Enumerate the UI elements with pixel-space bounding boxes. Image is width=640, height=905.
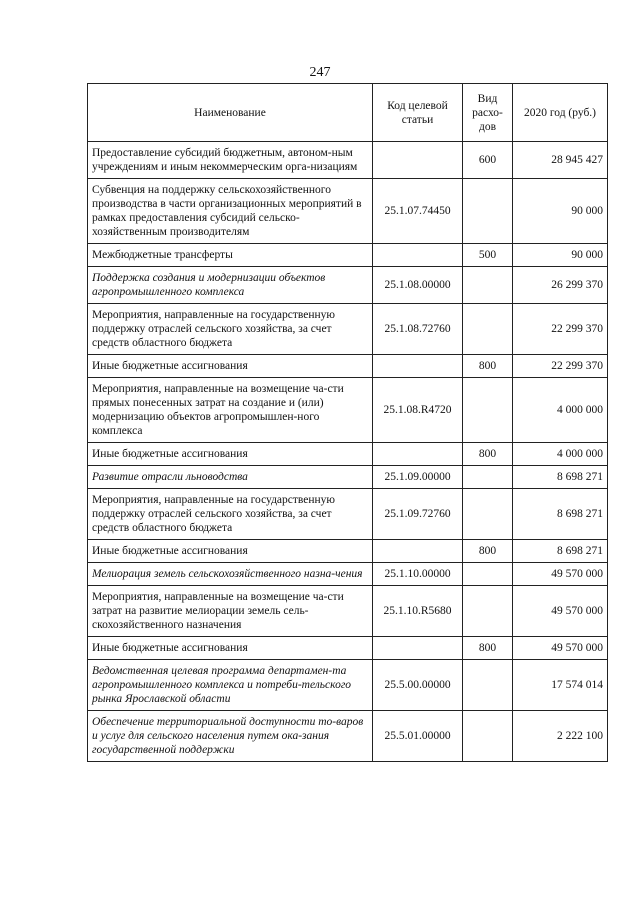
cell-amount: 22 299 370 — [513, 355, 608, 378]
cell-amount: 90 000 — [513, 244, 608, 267]
cell-code: 25.5.01.00000 — [373, 711, 463, 762]
cell-amount: 8 698 271 — [513, 540, 608, 563]
cell-kind — [463, 563, 513, 586]
cell-name: Развитие отрасли льноводства — [88, 466, 373, 489]
cell-kind: 500 — [463, 244, 513, 267]
cell-kind — [463, 466, 513, 489]
cell-kind — [463, 660, 513, 711]
cell-code: 25.1.09.72760 — [373, 489, 463, 540]
cell-name: Иные бюджетные ассигнования — [88, 540, 373, 563]
cell-name: Поддержка создания и модернизации объектов агропромышленного комплекса — [88, 267, 373, 304]
cell-amount: 22 299 370 — [513, 304, 608, 355]
cell-name: Мероприятия, направленные на возмещение ча-сти затрат на развитие мелиорации земель сель-скохозяйственного назначения — [88, 586, 373, 637]
cell-kind: 800 — [463, 540, 513, 563]
cell-amount: 8 698 271 — [513, 489, 608, 540]
cell-kind — [463, 378, 513, 443]
page-number: 247 — [309, 65, 331, 80]
cell-amount: 26 299 370 — [513, 267, 608, 304]
cell-name: Обеспечение территориальной доступности то-варов и услуг для сельского населения путем ока-зания государственной поддержки — [88, 711, 373, 762]
cell-amount: 49 570 000 — [513, 586, 608, 637]
cell-name: Иные бюджетные ассигнования — [88, 443, 373, 466]
cell-kind: 600 — [463, 142, 513, 179]
table-row — [88, 563, 608, 586]
cell-code: 25.1.10.R5680 — [373, 586, 463, 637]
cell-name: Предоставление субсидий бюджетным, автоном-ным учреждениям и иным некоммерческим орга-низациям — [88, 142, 373, 179]
cell-kind — [463, 711, 513, 762]
table-row — [88, 179, 608, 244]
budget-table — [87, 83, 608, 762]
cell-amount: 49 570 000 — [513, 563, 608, 586]
cell-amount: 4 000 000 — [513, 443, 608, 466]
cell-kind — [463, 489, 513, 540]
cell-amount: 17 574 014 — [513, 660, 608, 711]
cell-kind — [463, 179, 513, 244]
cell-amount: 2 222 100 — [513, 711, 608, 762]
cell-amount: 4 000 000 — [513, 378, 608, 443]
cell-code — [373, 142, 463, 179]
cell-code: 25.1.08.72760 — [373, 304, 463, 355]
cell-name: Иные бюджетные ассигнования — [88, 637, 373, 660]
header-name: Наименование — [88, 84, 373, 142]
cell-kind — [463, 267, 513, 304]
cell-code: 25.1.08.00000 — [373, 267, 463, 304]
header-amount: 2020 год (руб.) — [513, 84, 608, 142]
cell-code — [373, 443, 463, 466]
cell-amount: 49 570 000 — [513, 637, 608, 660]
cell-code: 25.1.07.74450 — [373, 179, 463, 244]
table-row — [88, 244, 608, 267]
cell-amount: 28 945 427 — [513, 142, 608, 179]
table-row — [88, 711, 608, 762]
cell-code: 25.1.10.00000 — [373, 563, 463, 586]
cell-amount: 90 000 — [513, 179, 608, 244]
table-row — [88, 586, 608, 637]
cell-kind — [463, 304, 513, 355]
table-row — [88, 355, 608, 378]
cell-name: Межбюджетные трансферты — [88, 244, 373, 267]
cell-code: 25.1.08.R4720 — [373, 378, 463, 443]
table-row — [88, 489, 608, 540]
cell-name: Мероприятия, направленные на государственную поддержку отраслей сельского хозяйства, за счет средств областного бюджета — [88, 489, 373, 540]
table-row — [88, 443, 608, 466]
cell-kind: 800 — [463, 637, 513, 660]
header-code: Код целевой статьи — [373, 84, 463, 142]
cell-name: Мероприятия, направленные на возмещение ча-сти прямых понесенных затрат на создание и (или) модернизацию объектов агропромышлен-ного комплекса — [88, 378, 373, 443]
cell-code: 25.5.00.00000 — [373, 660, 463, 711]
cell-name: Ведомственная целевая программа департамен-та агропромышленного комплекса и потреби-тельского рынка Ярославской области — [88, 660, 373, 711]
cell-code — [373, 244, 463, 267]
table-row — [88, 540, 608, 563]
table-row — [88, 267, 608, 304]
cell-name: Мелиорация земель сельскохозяйственного назна-чения — [88, 563, 373, 586]
cell-code: 25.1.09.00000 — [373, 466, 463, 489]
cell-kind: 800 — [463, 443, 513, 466]
table-header-row — [88, 84, 608, 142]
cell-name: Иные бюджетные ассигнования — [88, 355, 373, 378]
cell-kind: 800 — [463, 355, 513, 378]
table-row — [88, 142, 608, 179]
table-row — [88, 637, 608, 660]
cell-kind — [463, 586, 513, 637]
table-row — [88, 378, 608, 443]
cell-code — [373, 540, 463, 563]
cell-code — [373, 637, 463, 660]
header-kind: Вид расхо-дов — [463, 84, 513, 142]
cell-name: Субвенция на поддержку сельскохозяйственного производства в части организационных мероприятий в рамках предоставления субсидий сельско-хозяйственным производителям — [88, 179, 373, 244]
table-row — [88, 660, 608, 711]
table-row — [88, 304, 608, 355]
cell-name: Мероприятия, направленные на государственную поддержку отраслей сельского хозяйства, за счет средств областного бюджета — [88, 304, 373, 355]
table-row — [88, 466, 608, 489]
cell-amount: 8 698 271 — [513, 466, 608, 489]
cell-code — [373, 355, 463, 378]
